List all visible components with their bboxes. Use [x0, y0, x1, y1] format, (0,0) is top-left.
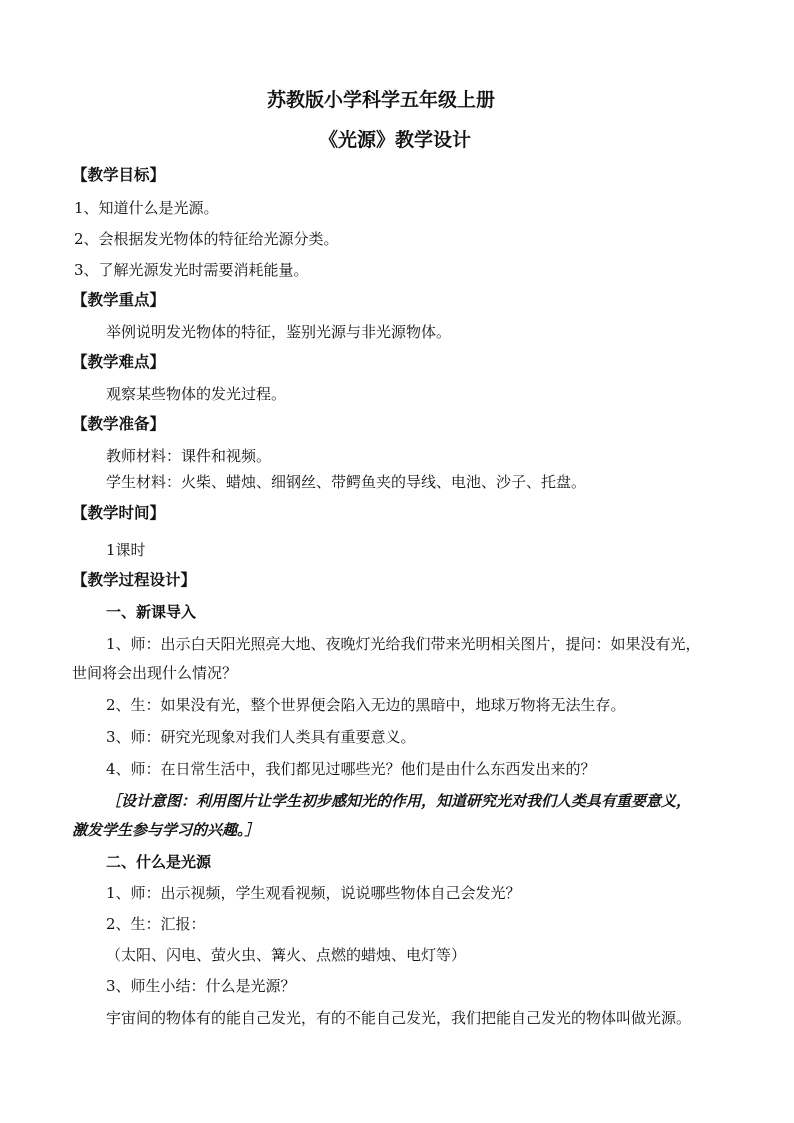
document-title: 苏教版小学科学五年级上册: [267, 89, 496, 111]
time-text: 1课时: [106, 541, 146, 559]
time-heading: 【教学时间】: [72, 503, 166, 522]
design-intent-note: ［设计意图：利用图片让学生初步感知光的作用，知道研究光对我们人类具有重要意义，: [106, 792, 692, 810]
section-title-light-source: 二、什么是光源: [106, 853, 212, 871]
process-step: 2、生：汇报：: [106, 915, 206, 933]
design-intent-note-continuation: 激发学生参与学习的兴趣。］: [72, 821, 260, 839]
process-step: 2、生：如果没有光，整个世界便会陷入无边的黑暗中，地球万物将无法生存。: [106, 696, 626, 714]
teacher-materials: 教师材料：课件和视频。: [106, 447, 272, 465]
process-step: 4、师：在日常生活中，我们都见过哪些光？他们是由什么东西发出来的？: [106, 760, 596, 778]
section-title-intro: 一、新课导入: [106, 603, 197, 621]
objectives-heading: 【教学目标】: [72, 165, 166, 184]
process-step: 1、师：出示视频，学生观看视频，说说哪些物体自己会发光？: [106, 884, 521, 902]
key-point-heading: 【教学重点】: [72, 290, 166, 309]
student-materials: 学生材料：火柴、蜡烛、细钢丝、带鳄鱼夹的导线、电池、沙子、托盘。: [106, 473, 587, 491]
difficulty-heading: 【教学难点】: [72, 352, 166, 371]
process-step-continuation: 世间将会出现什么情况？: [72, 664, 238, 682]
process-step: 3、师生小结：什么是光源？: [106, 977, 296, 995]
preparation-heading: 【教学准备】: [72, 414, 166, 433]
document-subtitle: 《光源》教学设计: [319, 129, 472, 151]
process-step: 3、师：研究光现象对我们人类具有重要意义。: [106, 728, 416, 746]
objective-item: 2、会根据发光物体的特征给光源分类。: [74, 230, 339, 248]
difficulty-text: 观察某些物体的发光过程。: [106, 385, 287, 403]
process-heading: 【教学过程设计】: [72, 570, 197, 589]
process-step-detail: （太阳、闪电、萤火虫、篝火、点燃的蜡烛、电灯等）: [106, 946, 467, 964]
objective-item: 1、知道什么是光源。: [74, 199, 219, 217]
key-point-text: 举例说明发光物体的特征，鉴别光源与非光源物体。: [106, 323, 452, 341]
objective-item: 3、了解光源发光时需要消耗能量。: [74, 261, 309, 279]
process-step: 1、师：出示白天阳光照亮大地、夜晚灯光给我们带来光明相关图片，提问：如果没有光，: [106, 635, 701, 653]
light-source-definition: 宇宙间的物体有的能自己发光，有的不能自己发光，我们把能自己发光的物体叫做光源。: [106, 1009, 692, 1027]
